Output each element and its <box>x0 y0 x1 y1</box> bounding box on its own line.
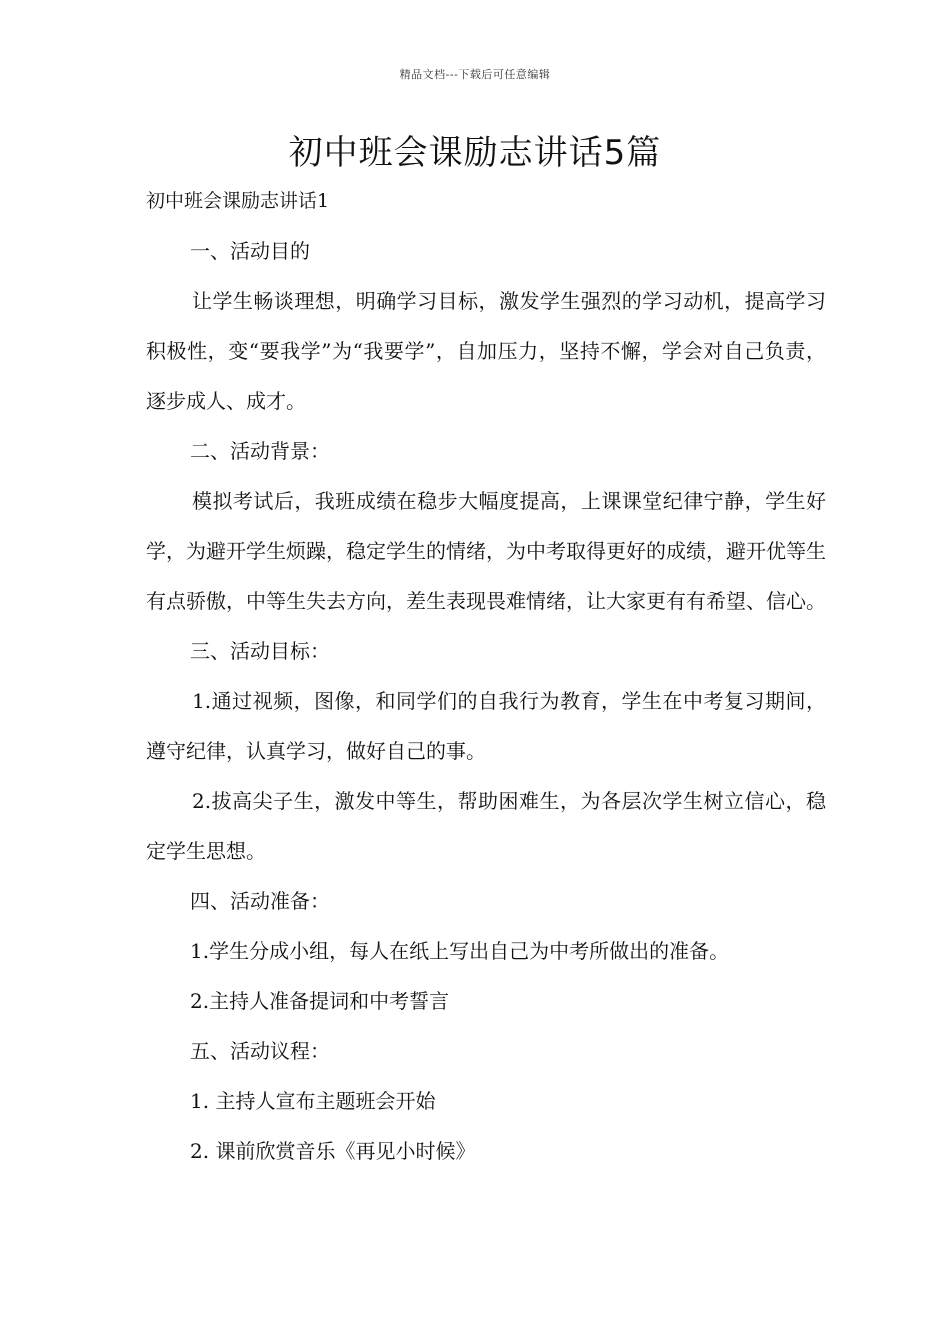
document-title: 初中班会课励志讲话5篇 <box>288 133 662 173</box>
paragraph-goal-1: 1.通过视频，图像，和同学们的自我行为教育，学生在中考复习期间，遵守纪律，认真学习，做好自己的事。 <box>146 689 826 763</box>
heading-activity-agenda: 五、活动议程： <box>190 1039 330 1063</box>
heading-activity-purpose: 一、活动目的 <box>190 239 310 263</box>
paragraph-goal-2: 2.拔高尖子生，激发中等生，帮助困难生，为各层次学生树立信心，稳定学生思想。 <box>146 789 826 863</box>
list-item-agenda-1: 1. 主持人宣布主题班会开始 <box>190 1089 436 1113</box>
paragraph-background: 模拟考试后，我班成绩在稳步大幅度提高，上课课堂纪律宁静，学生好学，为避开学生烦躁，稳定学生的情绪，为中考取得更好的成绩，避开优等生有点骄傲，中等生失去方向，差生表现畏难情绪，让大家更有有希望、信心。 <box>146 489 826 613</box>
header-note: 精品文档---下载后可任意编辑 <box>399 68 551 81</box>
heading-activity-goals: 三、活动目标： <box>190 639 330 663</box>
list-item-preparation-1: 1.学生分成小组，每人在纸上写出自己为中考所做出的准备。 <box>190 939 730 963</box>
paragraph-purpose: 让学生畅谈理想，明确学习目标，激发学生强烈的学习动机，提高学习积极性，变“要我学”为“我要学”，自加压力，坚持不懈，学会对自己负责，逐步成人、成才。 <box>146 289 826 413</box>
heading-activity-background: 二、活动背景： <box>190 439 330 463</box>
list-item-preparation-2: 2.主持人准备提词和中考誓言 <box>190 989 450 1013</box>
document-body <box>146 226 826 1176</box>
list-item-agenda-2: 2. 课前欣赏音乐《再见小时候》 <box>190 1139 476 1163</box>
section-subtitle: 初中班会课励志讲话1 <box>146 190 330 212</box>
heading-activity-preparation: 四、活动准备： <box>190 889 330 913</box>
